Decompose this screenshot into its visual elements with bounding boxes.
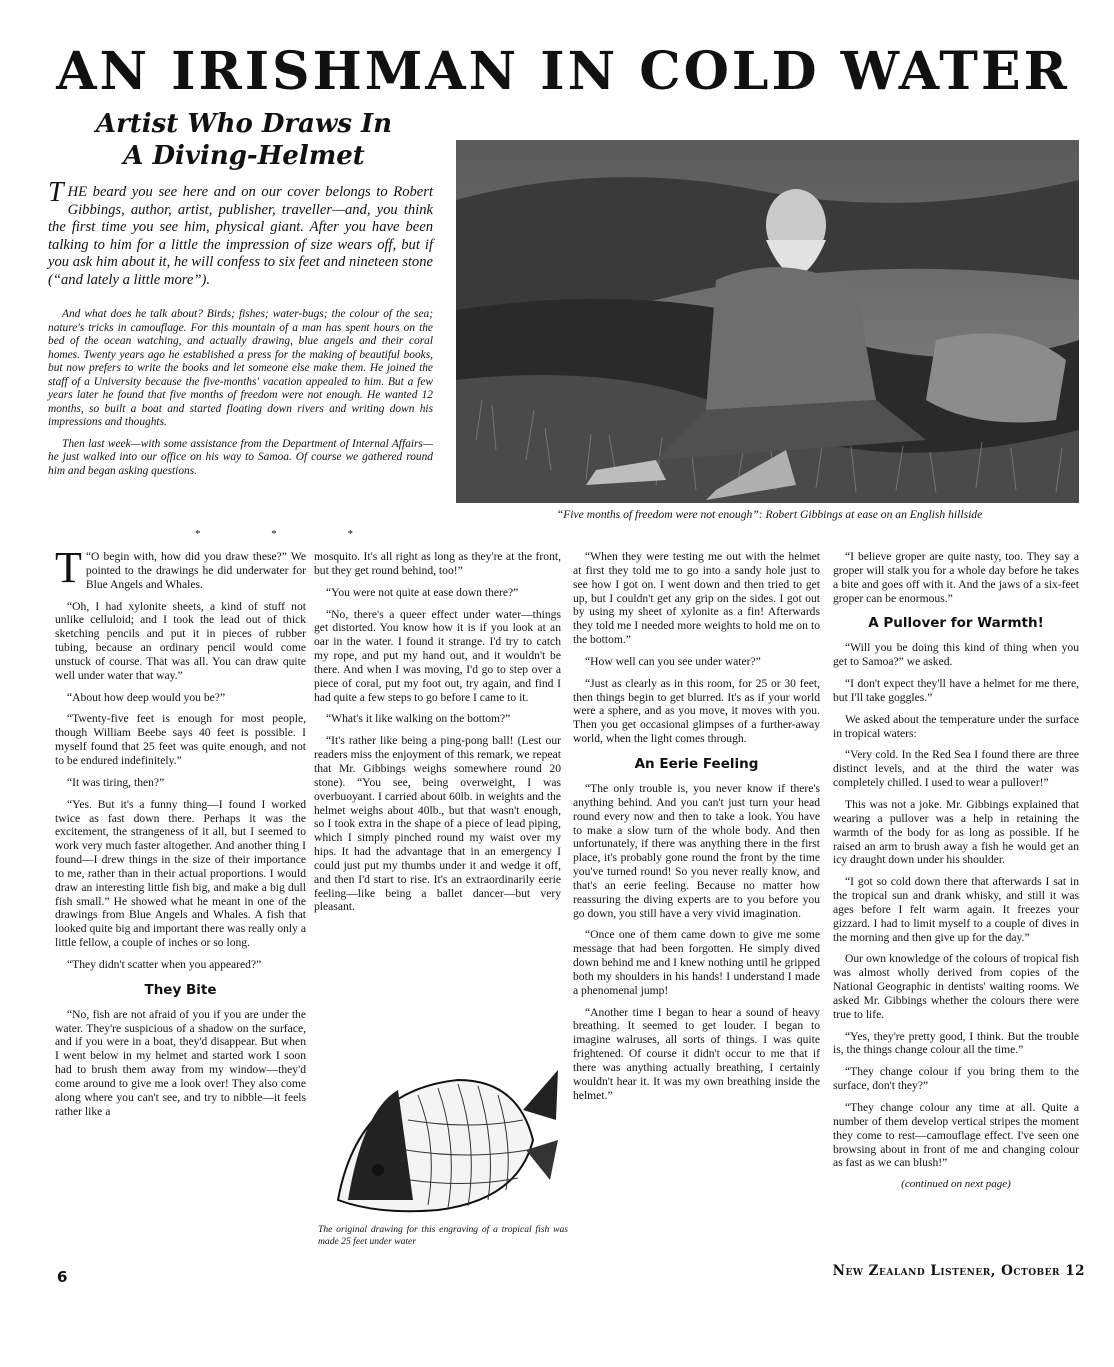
lede-paragraph-1 bbox=[48, 177, 433, 289]
subhead-line-1: Artist Who Draws In bbox=[95, 109, 393, 139]
article-subhead bbox=[44, 108, 444, 172]
column-3-paragraph-3: “Just as clearly as in this room, for 25 or 30 feet, then things begin to get blurred. It's as if your world were a sphere, and as you move, it moves with you. Then you get occasional glimpses of a further-away world, when the light comes through. bbox=[573, 676, 820, 746]
subheading-eerie-feeling: An Eerie Feeling bbox=[634, 755, 759, 772]
subheading-pullover: A Pullover for Warmth! bbox=[868, 615, 1044, 632]
column-1-paragraph-3: “About how deep would you be?” bbox=[67, 690, 226, 704]
column-4-paragraph-11: “They change colour any time at all. Quite a number of them develop vertical stripes the moment they come to rest—camouflage effect. I've seen one browsing about in front of me and changing colour as fast as we can blush!” bbox=[833, 1101, 1079, 1170]
article-headline: AN IRISHMAN IN COLD WATER bbox=[56, 41, 1070, 102]
lede-paragraph-3: Then last week—with some assistance from the Department of Internal Affairs—he just walked into our office on his way to Samoa. Of course we gathered round him and began asking questions. bbox=[48, 437, 433, 477]
column-4-paragraph-8: Our own knowledge of the colours of tropical fish was almost wholly derived from copies of the National Geographic in dentists' waiting rooms. We asked Mr. Gibbings whether the colours there were true to life. bbox=[833, 952, 1079, 1021]
continued-note: (continued on next page) bbox=[901, 1178, 1011, 1191]
column-4-paragraph-9: “Yes, they're pretty good, I think. But the trouble is, the things change colour all the time.” bbox=[833, 1029, 1079, 1057]
column-4-paragraph-1: “I believe groper are quite nasty, too. They say a groper will stalk you for a whole day before he takes a bite and goes off with it. And the jaws of a six-feet groper can be enormous.” bbox=[833, 550, 1079, 605]
column-3-paragraph-1: “When they were testing me out with the helmet at first they told me to go into a sandy hole just to see how I got on. I went down and then tried to get up, but I couldn't get any grip on the sides. I got out by using my sheet of xylonite as a fin! Afterwards they told me I needed more weights to hold me on to the bottom.” bbox=[573, 550, 820, 647]
lede-text-1: HE beard you see here and on our cover belongs to Robert Gibbings, author, artist, publisher, traveller—and, you think the first time you see him, physical giant. After you have been talking to him for a little the impression of size wears off, but if you ask him about it, he will confess to six feet and nineteen stone (“and lately a little more”). bbox=[48, 184, 433, 288]
article-column-2 bbox=[314, 550, 561, 922]
fish-engraving bbox=[318, 1050, 563, 1220]
section-break-asterisks: * * * bbox=[195, 528, 387, 540]
column-4-paragraph-4: We asked about the temperature under the surface in tropical waters: bbox=[833, 712, 1079, 740]
column-4-paragraph-10: “They change colour if you bring them to the surface, don't they?” bbox=[833, 1065, 1079, 1093]
tropical-fish-illustration bbox=[318, 1050, 563, 1220]
photo-caption: “Five months of freedom were not enough”: Robert Gibbings at ease on an English hillside bbox=[556, 508, 983, 521]
column-3-paragraph-5: “Once one of them came down to give me some message that had been forgotten. He simply dived down behind me and I knew nothing until he gripped both my shoulders in his hands! I understand I made a phenomenal jump! bbox=[573, 928, 820, 997]
column-1-paragraph-1 bbox=[55, 543, 306, 592]
column-2-paragraph-2: “You were not quite at ease down there?” bbox=[326, 585, 519, 599]
column-3-paragraph-4: “The only trouble is, you never know if there's anything behind. And you can't just turn your head round every now and then to take a look. You have to make a slow turn of the whole body. And then unfortunately, if there was anything there in the first place, it's probably gone round the front by the time you've turned round! So you never really know, and that's an eerie feeling. Because no matter how reassuring the diving experts are to you before you go down, you still have a very vivid imagination. bbox=[573, 781, 820, 920]
photo-illustration bbox=[456, 140, 1079, 503]
column-3-paragraph-2: “How well can you see under water?” bbox=[585, 654, 761, 668]
column-4-paragraph-6: This was not a joke. Mr. Gibbings explained that wearing a pullover was a help in retaining the warmth of the body for as long as possible. If he raised an arm to brush away a fish he would get an icy draught down under his shoulder. bbox=[833, 797, 1079, 867]
publication-footer: New Zealand Listener, October 12 bbox=[832, 1263, 1085, 1279]
column-2-paragraph-4: “What's it like walking on the bottom?” bbox=[326, 712, 511, 726]
column-1-paragraph-6: “Yes. But it's a funny thing—I found I worked twice as fast down there. Perhaps it was the excitement, the strangeness of it all, but I seemed to work very much faster altogether. And another thing I found—I drew things in the size of their importance to me, rather than in their actual proportions. I would draw an interesting little fish big, and make a big dull fish small.” He showed what he meant in one of the drawings from Blue Angels and Whales. A fish that looked quite big and important there was really only a little fellow, a couple of inches or so long. bbox=[55, 797, 306, 950]
lede-dropcap: T bbox=[48, 177, 64, 208]
fish-caption: The original drawing for this engraving of a tropical fish was made 25 feet under water bbox=[318, 1224, 568, 1247]
article-column-3 bbox=[573, 550, 820, 1111]
lede-body bbox=[48, 308, 433, 486]
column-1-paragraph-2: “Oh, I had xylonite sheets, a kind of stuff not unlike celluloid; and I took the lead out of thick sketching pencils and put it in pieces of rubber tubing, because an ordinary pencil would come unstuck of course. That was all. You can draw quite well under water that way.” bbox=[55, 599, 306, 682]
column-1-paragraph-8: “No, fish are not afraid of you if you are under the water. They're suspicious of a shadow on the surface, and if you were in a boat, they'd disappear. But when I went below in my helmet and started work I soon had to brush them away from my window—they'd come around to give me a look over! They also come along where you can't see, and try to nibble—it feels rather like a bbox=[55, 1007, 306, 1118]
subheading-they-bite: They Bite bbox=[144, 981, 217, 998]
column-1-paragraph-4: “Twenty-five feet is enough for most people, though William Beebe says 40 feet is possible. I myself found that 25 feet was quite enough, and not to be endured indefinitely.” bbox=[55, 712, 306, 767]
column-3-paragraph-6: “Another time I began to hear a sound of heavy breathing. It seemed to get louder. I began to imagine walruses, all sorts of things. I was quite frightened. Of course it didn't occur to me that if there was anything actually breathing, I certainly wouldn't hear it. It was my own breathing inside the helmet.” bbox=[573, 1005, 820, 1102]
column-4-paragraph-5: “Very cold. In the Red Sea I found there are three distinct levels, and at the third the water was completely chilled. I used to wear a pullover!” bbox=[833, 748, 1079, 790]
column-1-paragraph-1-text: O begin with, how did you draw these?” We pointed to the drawings he did underwater for Blue Angels and Whales. bbox=[85, 550, 306, 591]
column-4-paragraph-3: “I don't expect they'll have a helmet for me there, but I'll take goggles.” bbox=[833, 677, 1079, 704]
open-quote: “ bbox=[85, 550, 92, 563]
column-1-paragraph-7: “They didn't scatter when you appeared?” bbox=[67, 957, 262, 971]
column-2-paragraph-5: “It's rather like being a ping-pong ball! (Lest our readers miss the enjoyment of this remark, we repeat that Mr. Gibbings weighs somewhere round 20 stone). “You see, being overweight, I was overbuoyant. I carried about 60lb. in weights and the helmet weighs about 40lb., but that wasn't enough, so I took extra in the shape of a piece of lead piping, which I simply pinched round my waist over my hips. It had the advantage that in an emergency I could just put my thumbs under it and wedge it off, and then I'd start to rise. It's an extraordinarily eerie feeling—like being a ballet dancer—but very pleasant. bbox=[314, 734, 561, 914]
photo-robert-gibbings bbox=[456, 140, 1079, 503]
column-4-paragraph-2: “Will you be doing this kind of thing when you get to Samoa?” we asked. bbox=[833, 641, 1079, 669]
column-4-paragraph-7: “I got so cold down there that afterwards I sat in the tropical sun and drank whisky, and still it was ages before I felt warm again. It freezes your gizzard. I had to limit myself to a couple of dives in the morning and then give up for the day.” bbox=[833, 875, 1079, 944]
body-dropcap: T bbox=[55, 543, 82, 592]
article-column-1 bbox=[55, 543, 306, 1127]
column-2-paragraph-3: “No, there's a queer effect under water—things get distorted. You know how it is if you look at an oar in the water. I found it strange. I'd try to catch my rope, and put my hand out, and it wouldn't be there. And when I was moving, I'd go to step over a piece of coral, put my foot out, try again, and find I had quite a few steps to go before I came to it. bbox=[314, 607, 561, 704]
page-number: 6 bbox=[57, 1268, 68, 1286]
column-2-paragraph-1: mosquito. It's all right as long as they're at the front, but they get round behind, too!” bbox=[314, 550, 561, 577]
subhead-line-2: A Diving-Helmet bbox=[123, 141, 365, 171]
column-1-paragraph-5: “It was tiring, then?” bbox=[67, 775, 165, 789]
article-column-4 bbox=[833, 550, 1079, 1200]
lede-paragraph-2: And what does he talk about? Birds; fishes; water-bugs; the colour of the sea; nature's tricks in camouflage. For this mountain of a man has spent hours on the bed of the ocean watching, and actually drawing, blue angels and their coral homes. Twenty years ago he established a press for the making of beautiful books, but now prefers to write the books and let someone else make them. He joined the staff of a University because the five-months' vacation appealed to him. But a few years later he found that five months of freedom were not enough. He wanted 12 months, so built a boat and started floating down rivers and writing down his impressions and thoughts. bbox=[48, 308, 433, 428]
